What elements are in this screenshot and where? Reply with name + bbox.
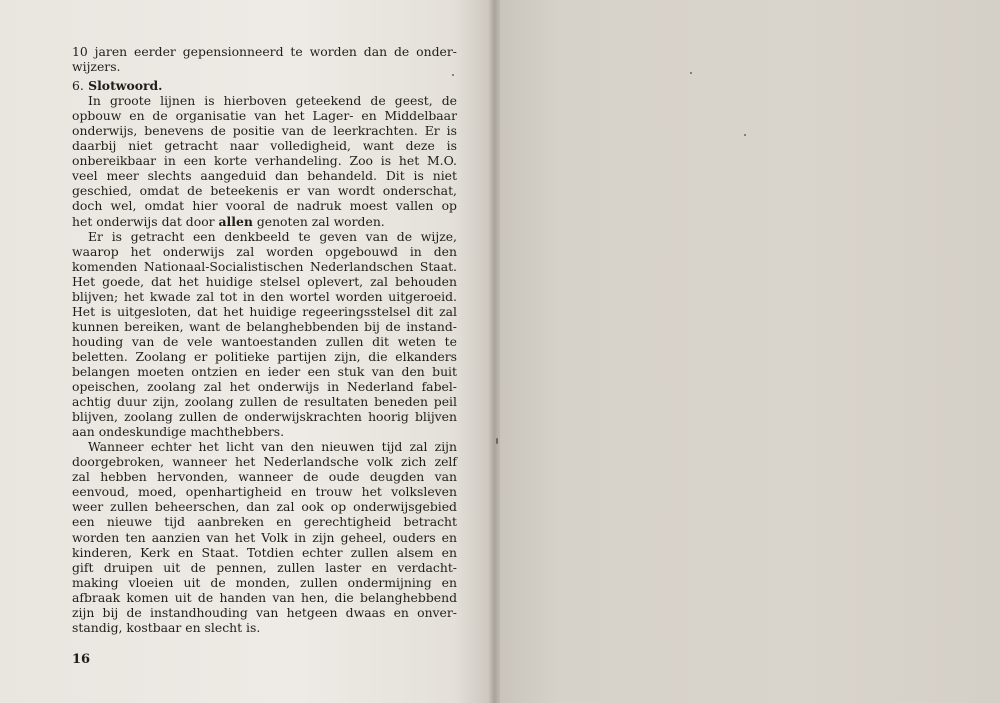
text-line: gift druipen uit de pennen, zullen laster en verdacht- — [72, 559, 457, 575]
text-line: het onderwijs dat door allen genoten zal worden. — [72, 213, 385, 229]
section-title: Slotwoord. — [88, 78, 163, 94]
left-page — [0, 0, 494, 703]
text-line: waarop het onderwijs zal worden opgebouwd in den — [72, 243, 457, 259]
text-line: houding van de vele wantoestanden zullen dit weten te — [72, 333, 457, 349]
text-line: eenvoud, moed, openhartigheid en trouw het volksleven — [72, 484, 457, 500]
text-line: 10 jaren eerder gepensionneerd te worden dan de onder- — [72, 44, 457, 59]
text-line: achtig duur zijn, zoolang zullen de resultaten beneden peil — [72, 394, 457, 410]
paper-speck — [496, 438, 498, 444]
text-line: beletten. Zoolang er politieke partijen zijn, die elkanders — [72, 348, 457, 364]
text-line: Wanneer echter het licht van den nieuwen tijd zal zijn — [88, 439, 457, 455]
text-line: standig, kostbaar en slecht is. — [72, 619, 261, 635]
text-line: weer zullen beheerschen, dan zal ook op onderwijsgebied — [72, 499, 457, 515]
text-line: kunnen bereiken, want de belanghebbenden bij de instand- — [72, 318, 457, 334]
text-line: opeischen, zoolang zal het onderwijs in Nederland fabel- — [72, 379, 457, 395]
text-line: Het is uitgesloten, dat het huidige regeeringsstelsel dit zal — [72, 303, 457, 319]
text-line: afbraak komen uit de handen van hen, die belanghebbend — [72, 589, 457, 605]
text-line: aan ondeskundige machthebbers. — [72, 424, 285, 440]
text-line: veel meer slechts aangeduid dan behandeld. Dit is niet — [72, 168, 457, 184]
body-text — [72, 44, 457, 635]
text-line: blijven, zoolang zullen de onderwijskrachten hoorig blijven — [72, 409, 457, 425]
paper-speck — [744, 134, 746, 136]
text-line: wijzers. — [72, 59, 121, 75]
text-line: worden ten aanzien van het Volk in zijn geheel, ouders en — [72, 529, 457, 545]
text-line: onbereikbaar in een korte verhandeling. Zoo is het M.O. — [72, 153, 457, 169]
page-number: 16 — [72, 652, 91, 667]
text-line: een nieuwe tijd aanbreken en gerechtigheid betracht — [72, 514, 457, 530]
paper-speck — [452, 74, 454, 76]
right-page-blank — [500, 0, 1000, 703]
text-line: doorgebroken, wanneer het Nederlandsche volk zich zelf — [72, 454, 457, 470]
text-line: zal hebben hervonden, wanneer de oude deugden van — [72, 469, 457, 485]
text-line: opbouw en de organisatie van het Lager- en Middelbaar — [72, 108, 457, 124]
text-line: kinderen, Kerk en Staat. Totdien echter zullen alsem en — [72, 544, 457, 560]
text-line: Het goede, dat het huidige stelsel oplevert, zal behouden — [72, 273, 457, 289]
text-line: In groote lijnen is hierboven geteekend de geest, de — [88, 93, 457, 109]
paper-speck — [690, 72, 692, 74]
text-line: doch wel, omdat hier vooral de nadruk moest vallen op — [72, 198, 457, 214]
text-line: komenden Nationaal-Socialistischen Nederlandschen Staat. — [72, 258, 457, 274]
text-line: Er is getracht een denkbeeld te geven van de wijze, — [88, 228, 457, 244]
text-line: making vloeien uit de monden, zullen ondermijning en — [72, 574, 457, 590]
emphasis-allen: allen — [218, 213, 253, 229]
text-line: belangen moeten ontzien en ieder een stuk van den buit — [72, 363, 457, 379]
section-number: 6. — [72, 78, 84, 94]
text-line: blijven; het kwade zal tot in den wortel worden uitgeroeid. — [72, 288, 457, 304]
text-line: zijn bij de instandhouding van hetgeen dwaas en onver- — [72, 604, 457, 620]
text-line: geschied, omdat de beteekenis er van wordt onderschat, — [72, 183, 457, 199]
text-line: daarbij niet getracht naar volledigheid, want deze is — [72, 138, 457, 154]
section-heading — [72, 78, 457, 93]
text-line: onderwijs, benevens de positie van de leerkrachten. Er is — [72, 123, 457, 139]
